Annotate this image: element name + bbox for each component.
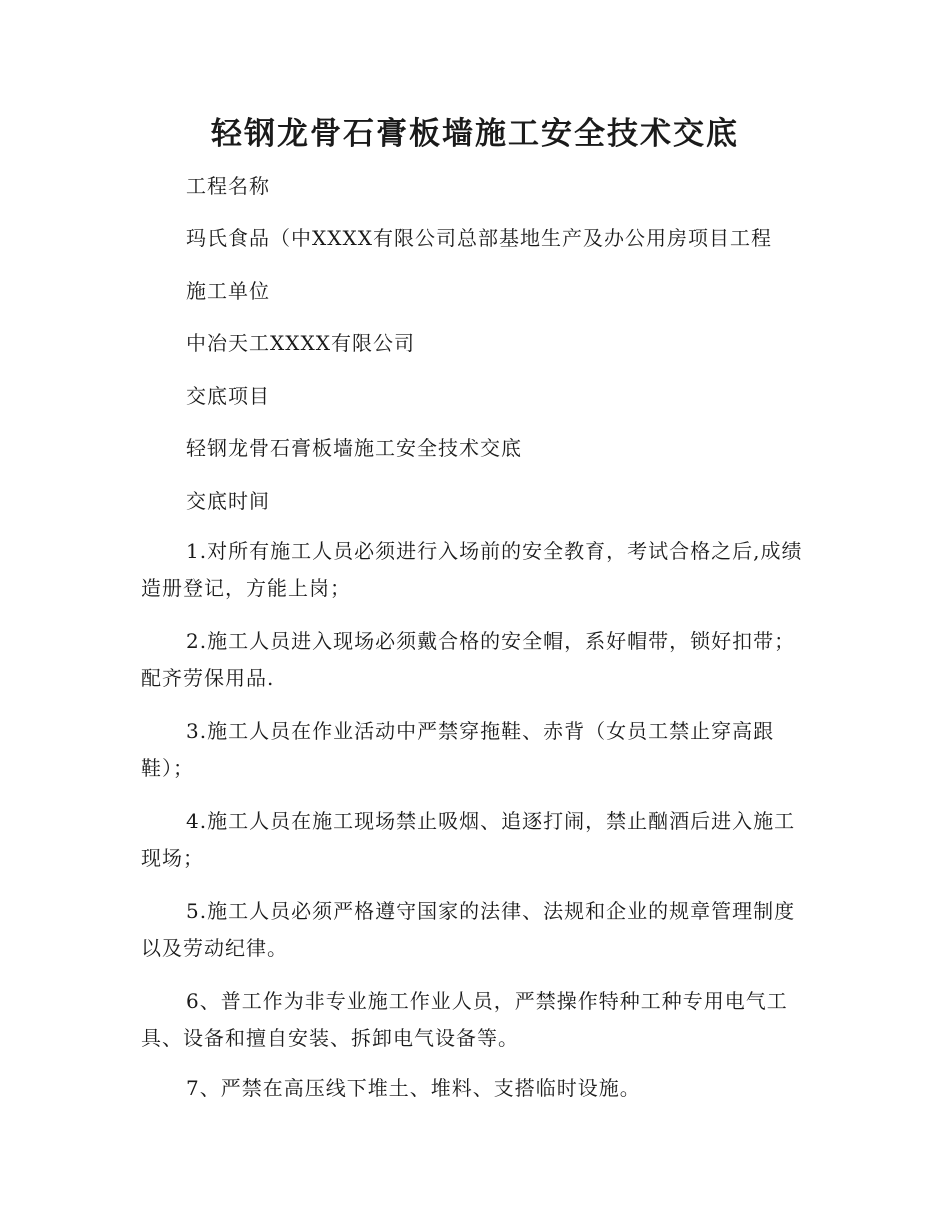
- field-briefing-item-value: 轻钢龙骨石膏板墙施工安全技术交底: [186, 436, 522, 460]
- safety-item-7: 7、严禁在高压线下堆土、堆料、支搭临时设施。: [186, 1076, 641, 1100]
- field-briefing-item-label: 交底项目: [186, 384, 270, 408]
- safety-item-3: 3.施工人员在作业活动中严禁穿拖鞋、赤背（女员工禁止穿高跟鞋）；: [141, 719, 775, 780]
- document-title: 轻钢龙骨石膏板墙施工安全技术交底: [211, 116, 739, 152]
- safety-item-5: 5.施工人员必须严格遵守国家的法律、法规和企业的规章管理制度以及劳动纪律。: [141, 899, 796, 960]
- field-contractor-label: 施工单位: [186, 279, 270, 303]
- field-project-name-value: 玛氏食品（中XXXX有限公司总部基地生产及办公用房项目工程: [186, 226, 772, 250]
- safety-item-6: 6、普工作为非专业施工作业人员，严禁操作特种工种专用电气工具、设备和擅自安装、拆卸电气设备等。: [141, 989, 788, 1050]
- safety-item-2: 2.施工人员进入现场必须戴合格的安全帽，系好帽带，锁好扣带；配齐劳保用品.: [141, 629, 796, 690]
- field-briefing-time-label: 交底时间: [186, 489, 270, 513]
- field-project-name-label: 工程名称: [186, 174, 270, 198]
- field-contractor-value: 中冶天工XXXX有限公司: [186, 331, 415, 355]
- safety-item-1: 1.对所有施工人员必须进行入场前的安全教育，考试合格之后,成绩造册登记，方能上岗；: [141, 539, 803, 600]
- safety-item-4: 4.施工人员在施工现场禁止吸烟、追逐打闹，禁止酗酒后进入施工现场；: [141, 809, 796, 870]
